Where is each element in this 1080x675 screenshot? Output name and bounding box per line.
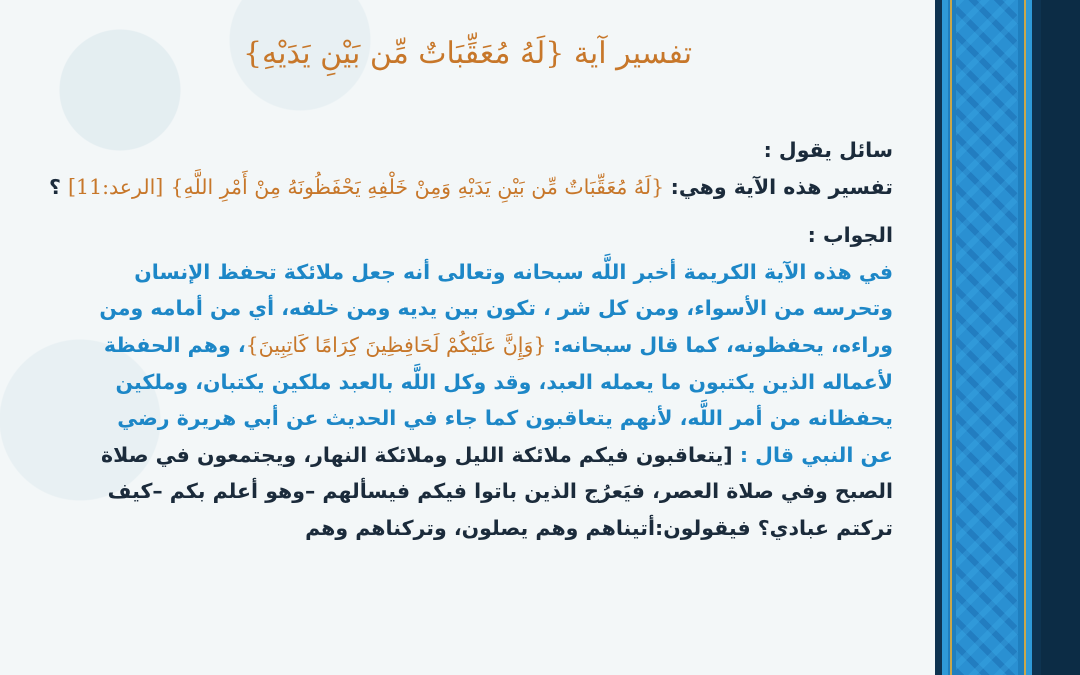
question-reference: [الرعد:11] xyxy=(68,174,164,199)
gold-border-left xyxy=(950,0,952,675)
question-line xyxy=(48,169,893,206)
hadith-text: [يتعاقبون فيكم ملائكة الليل وملائكة النهار، ويجتمعون في صلاة الصبح وفي صلاة العصر، فيَعرُج الذين باتوا فيكم فيسألهم –وهو أعلم بكم –كيف تركتم عبادي؟ فيقولون:أتيناهم وهم يصلون، وتركناهم وهم xyxy=(101,442,893,540)
answer-paragraph-1 xyxy=(48,254,893,437)
spacer xyxy=(48,205,893,217)
side-ornament-pattern xyxy=(956,0,1018,675)
answer-text-1b: ، وهم الحفظة لأعماله الذين يكتبون ما يعمله العبد، وقد وكل اللَّه بالعبد ملكين يكتبان، وملكين يحفظانه من أمر اللَّه، لأنهم يتعاقبون كما جاء في الحديث عن أبي هريرة رضي xyxy=(103,332,893,431)
answer-text-1a: في هذه الآية الكريمة أخبر اللَّه سبحانه وتعالى أنه جعل ملائكة تحفظ الإنسان وتحرسه من الأسواء، ومن كل شر ، تكون بين يديه ومن خلفه، أي من أمامه ومن وراءه، يحفظونه، كما قال سبحانه: xyxy=(99,259,893,357)
question-end-mark: ؟ xyxy=(49,174,69,199)
gold-border-right xyxy=(1024,0,1026,675)
side-dark-strip xyxy=(1041,0,1080,675)
answer-label: الجواب : xyxy=(807,223,893,248)
question-verse: {لَهُ مُعَقِّبَاتٌ مِّن بَيْنِ يَدَيْهِ وَمِنْ خَلْفِهِ يَحْفَظُونَهُ مِنْ أَمْرِ اللَّهِ} xyxy=(170,174,671,199)
answer-verse-2: {وَإِنَّ عَلَيْكُمْ لَحَافِظِينَ كِرَامًا كَاتِبِينَ} xyxy=(245,332,553,357)
question-label: سائل يقول : xyxy=(763,138,893,162)
article-body xyxy=(48,132,893,547)
question-prefix: تفسير هذه الآية وهي: xyxy=(670,174,893,199)
page-title: تفسير آية {لَهُ مُعَقِّبَاتٌ مِّن بَيْنِ يَدَيْهِ} xyxy=(242,36,693,71)
answer-paragraph-2 xyxy=(48,437,893,547)
hadith-prefix: عن النبي قال : xyxy=(739,442,893,467)
